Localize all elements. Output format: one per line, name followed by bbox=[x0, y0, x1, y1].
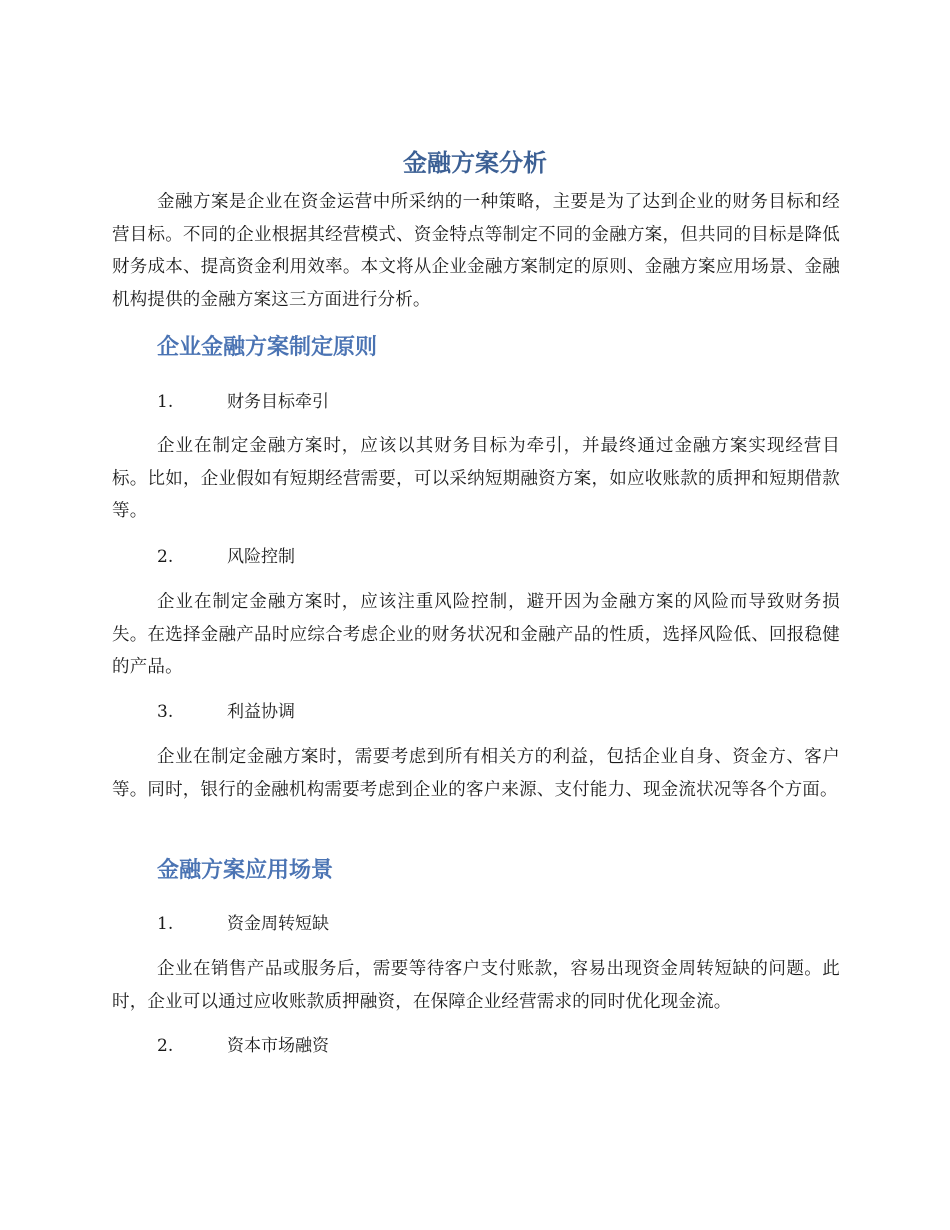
list-item-number: 1. bbox=[157, 392, 174, 412]
intro-paragraph: 金融方案是企业在资金运营中所采纳的一种策略，主要是为了达到企业的财务目标和经营目标。不同的企业根据其经营模式、资金特点等制定不同的金融方案，但共同的目标是降低财务成本、提高资金利用效率。本文将从企业金融方案制定的原则、金融方案应用场景、金融机构提供的金融方案这三方面进行分析。 bbox=[112, 192, 840, 310]
list-item-label: 财务目标牵引 bbox=[227, 392, 329, 412]
section-heading-principles: 企业金融方案制定原则 bbox=[157, 335, 378, 360]
list-item-label: 资本市场融资 bbox=[227, 1036, 329, 1056]
list-item-number: 3. bbox=[157, 702, 174, 722]
list-item bbox=[157, 698, 295, 726]
list-item bbox=[157, 910, 329, 938]
document-title: 金融方案分析 bbox=[403, 149, 547, 177]
list-item-number: 2. bbox=[157, 547, 174, 567]
list-item bbox=[157, 1032, 329, 1060]
body-paragraph: 企业在制定金融方案时，应该以其财务目标为牵引，并最终通过金融方案实现经营目标。比如，企业假如有短期经营需要，可以采纳短期融资方案，如应收账款的质押和短期借款等。 bbox=[112, 436, 840, 521]
section-heading-scenarios: 金融方案应用场景 bbox=[157, 858, 334, 883]
body-paragraph: 企业在销售产品或服务后，需要等待客户支付账款，容易出现资金周转短缺的问题。此时，企业可以通过应收账款质押融资，在保障企业经营需求的同时优化现金流。 bbox=[112, 959, 840, 1012]
list-item-label: 资金周转短缺 bbox=[227, 914, 329, 934]
body-paragraph: 企业在制定金融方案时，需要考虑到所有相关方的利益，包括企业自身、资金方、客户等。同时，银行的金融机构需要考虑到企业的客户来源、支付能力、现金流状况等各个方面。 bbox=[112, 747, 840, 800]
body-paragraph: 企业在制定金融方案时，应该注重风险控制，避开因为金融方案的风险而导致财务损失。在选择金融产品时应综合考虑企业的财务状况和金融产品的性质，选择风险低、回报稳健的产品。 bbox=[112, 592, 840, 677]
list-item-number: 1. bbox=[157, 914, 174, 934]
list-item-label: 利益协调 bbox=[227, 702, 295, 722]
list-item bbox=[157, 543, 295, 571]
list-item-label: 风险控制 bbox=[227, 547, 295, 567]
list-item bbox=[157, 388, 329, 416]
list-item-number: 2. bbox=[157, 1036, 174, 1056]
